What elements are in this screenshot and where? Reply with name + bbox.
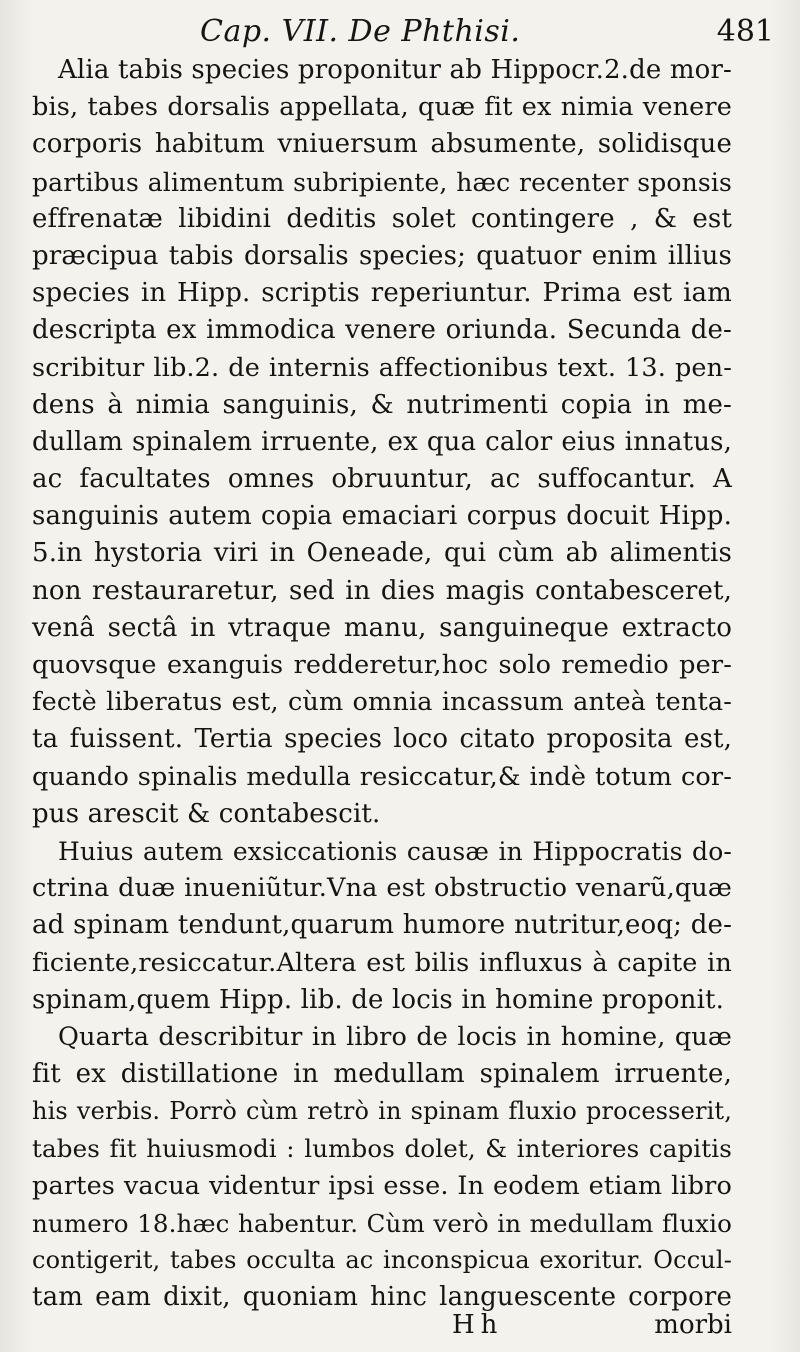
text-line: numero 18.hæc habentur. Cùm verò in medullam fluxio	[32, 1208, 732, 1238]
page-number: 481	[716, 14, 774, 49]
text-line: dullam spinalem irruente, ex qua calor eius innatus,	[32, 426, 732, 457]
text-line: præcipua tabis dorsalis species; quatuor enim illius	[32, 240, 732, 271]
text-block	[32, 52, 732, 1316]
text-line: ac facultates omnes obruuntur, ac suffocantur. A	[32, 464, 732, 495]
text-line: tam eam dixit, quoniam hinc languescente corpore	[32, 1282, 732, 1313]
text-line: quovsque exanguis redderetur,hoc solo remedio per-	[32, 650, 732, 680]
text-line: fit ex distillatione in medullam spinalem irruente,	[32, 1059, 732, 1090]
text-line: fectè liberatus est, cùm omnia incassum anteà tenta-	[32, 687, 732, 718]
text-line: effrenatæ libidini deditis solet contingere , & est	[32, 203, 732, 234]
text-line: sanguinis autem copia emaciari corpus docuit Hipp.	[32, 501, 732, 532]
text-line: partibus alimentum subripiente, hæc recenter sponsis	[32, 167, 732, 197]
text-line: partes vacua videntur ipsi esse. In eodem etiam libro	[32, 1170, 732, 1201]
text-line: Huius autem exsiccationis causæ in Hippocratis do-	[58, 836, 732, 866]
text-line: tabes fit huiusmodi : lumbos dolet, & interiores capitis	[32, 1134, 732, 1164]
text-line: quando spinalis medulla resiccatur,& indè totum cor-	[32, 761, 732, 792]
text-line: descripta ex immodica venere oriunda. Secunda de-	[32, 315, 732, 346]
text-line: species in Hipp. scriptis reperiuntur. Prima est iam	[32, 278, 732, 309]
chapter-title: Cap. VII. De Phthisi.	[200, 14, 521, 49]
text-line: ad spinam tendunt,quarum humore nutritur,eoq; de-	[32, 910, 732, 941]
signature-mark: Hh	[452, 1310, 504, 1340]
text-line: scribitur lib.2. de internis affectionibus text. 13. pen-	[32, 352, 732, 383]
text-line: venâ sectâ in vtraque manu, sanguineque extracto	[32, 612, 732, 643]
text-line: ficiente,resiccatur.Altera est bilis influxus à capite in	[32, 947, 732, 978]
catchword: morbi	[654, 1310, 732, 1340]
text-line: Alia tabis species proponitur ab Hippocr.2.de mor-	[58, 55, 732, 85]
page-footer	[32, 1310, 732, 1350]
text-line: ctrina duæ inueniũtur.Vna est obstructio venarũ,quæ	[32, 873, 732, 904]
text-line: 5.in hystoria viri in Oeneade, qui cùm ab alimentis	[32, 538, 732, 569]
text-line: spinam,quem Hipp. lib. de locis in homine proponit.	[32, 984, 725, 1015]
text-line: Quarta describitur in libro de locis in homine, quæ	[58, 1021, 732, 1052]
text-line: bis, tabes dorsalis appellata, quæ fit ex nimia venere	[32, 92, 732, 123]
text-line: pus arescit & contabescit.	[32, 798, 381, 829]
text-line: contigerit, tabes occulta ac inconspicua exoritur. Occul-	[32, 1246, 732, 1274]
text-line: corporis habitum vniuersum absumente, solidisque	[32, 129, 732, 160]
text-line: ta fuissent. Tertia species loco citato proposita est,	[32, 724, 732, 755]
text-line: dens à nimia sanguinis, & nutrimenti copia in me-	[32, 389, 732, 420]
running-head	[30, 12, 774, 52]
text-line: non restauraretur, sed in dies magis contabesceret,	[32, 575, 732, 606]
text-line: his verbis. Porrò cùm retrò in spinam fluxio processerit,	[32, 1097, 732, 1126]
